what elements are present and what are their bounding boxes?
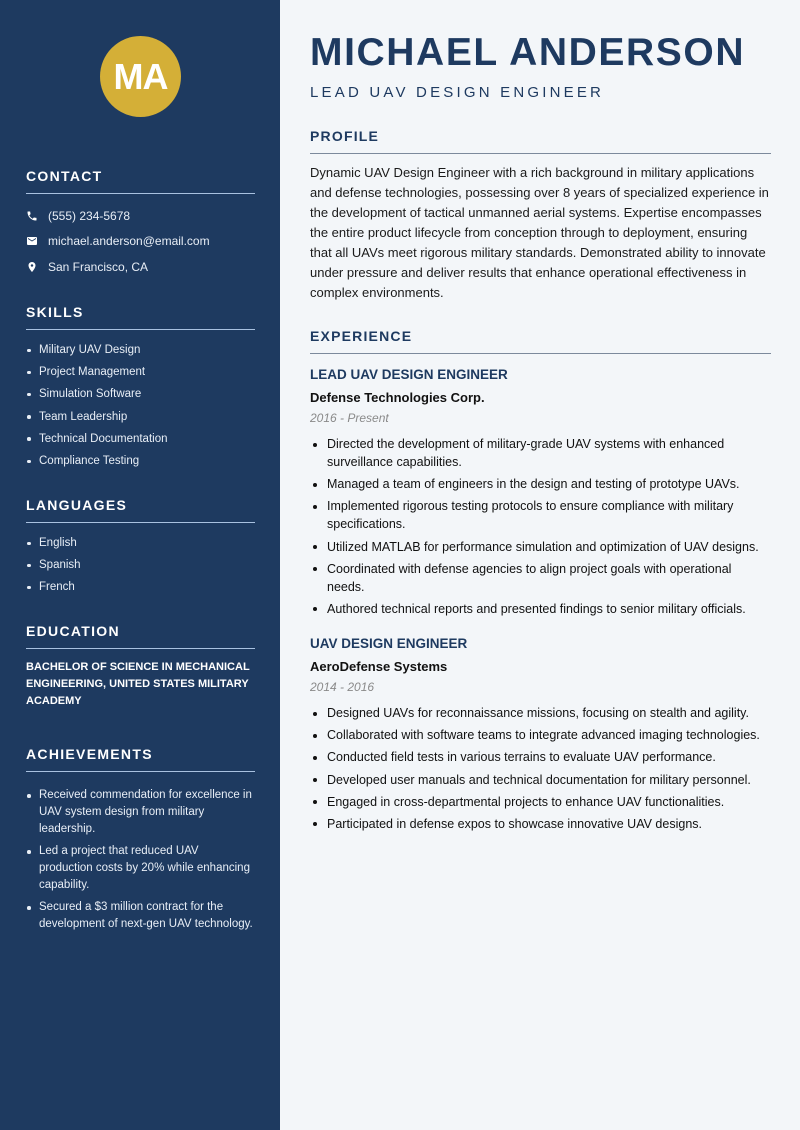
job-bullets [310, 704, 771, 833]
location-pin-icon [26, 261, 48, 273]
job-dates: 2014 - 2016 [310, 680, 375, 694]
achievement-item: Led a project that reduced UAV production costs by 20% while enhancing capability. [26, 843, 255, 894]
job-bullet: Developed user manuals and technical documentation for military personnel. [310, 771, 771, 789]
skills-list [26, 339, 255, 472]
candidate-name: MICHAEL ANDERSON [310, 31, 746, 74]
phone-text: (555) 234-5678 [48, 208, 131, 223]
language-item: French [26, 576, 255, 598]
experience-heading: EXPERIENCE [310, 328, 771, 354]
phone-icon [26, 210, 48, 222]
education-degree: BACHELOR OF SCIENCE IN MECHANICAL ENGINEERING, UNITED STATES MILITARY ACADEMY [26, 661, 250, 707]
job-bullet: Designed UAVs for reconnaissance missions, focusing on stealth and agility. [310, 704, 771, 722]
job-bullet: Collaborated with software teams to integrate advanced imaging technologies. [310, 726, 771, 744]
skills-heading: SKILLS [26, 304, 255, 330]
achievements-section [26, 746, 255, 938]
contact-section [26, 168, 255, 280]
job-bullet: Coordinated with defense agencies to align project goals with operational needs. [310, 560, 771, 596]
contact-list [26, 203, 255, 280]
education-heading: EDUCATION [26, 623, 255, 649]
email-icon [26, 235, 48, 247]
languages-section [26, 497, 255, 599]
language-item: English [26, 532, 255, 554]
candidate-title: LEAD UAV DESIGN ENGINEER [310, 84, 605, 101]
language-item: Spanish [26, 554, 255, 576]
avatar [100, 36, 181, 117]
job-bullet: Implemented rigorous testing protocols to ensure compliance with military specifications. [310, 497, 771, 533]
achievements-list [26, 787, 255, 933]
email-text: michael.anderson@email.com [48, 234, 210, 249]
languages-heading: LANGUAGES [26, 497, 255, 523]
skill-item: Team Leadership [26, 406, 255, 428]
languages-list [26, 532, 255, 599]
job-bullet: Participated in defense expos to showcase innovative UAV designs. [310, 815, 771, 833]
job-bullet: Managed a team of engineers in the design and testing of prototype UAVs. [310, 475, 771, 493]
contact-email [26, 229, 255, 255]
achievement-item: Received commendation for excellence in UAV system design from military leadership. [26, 787, 255, 838]
job-bullet: Authored technical reports and presented findings to senior military officials. [310, 600, 771, 618]
contact-heading: CONTACT [26, 168, 255, 194]
skill-item: Project Management [26, 361, 255, 383]
job-entry [310, 366, 771, 622]
profile-heading: PROFILE [310, 128, 771, 154]
achievement-item: Secured a $3 million contract for the development of next-gen UAV technology. [26, 899, 255, 933]
job-bullets [310, 435, 771, 618]
skill-item: Technical Documentation [26, 428, 255, 450]
job-bullet: Conducted field tests in various terrains to evaluate UAV performance. [310, 748, 771, 766]
job-dates: 2016 - Present [310, 411, 389, 425]
job-bullet: Utilized MATLAB for performance simulation and optimization of UAV designs. [310, 538, 771, 556]
sidebar [0, 0, 280, 1130]
contact-phone [26, 203, 255, 229]
contact-location [26, 254, 255, 280]
profile-text: Dynamic UAV Design Engineer with a rich background in military applications and defense technologies, possessing over 8 years of specialized experience in the development of tactical unmanned aerial systems. Expertise encompasses the entire product lifecycle from conception through to deployment, ensuring that all UAVs meet rigorous military standards. Demonstrated ability to innovate under pressure and deliver results that enhance operational effectiveness in complex environments. [310, 165, 769, 300]
job-bullet: Directed the development of military-grade UAV systems with enhanced surveillance capabilities. [310, 435, 771, 471]
skill-item: Simulation Software [26, 383, 255, 405]
skill-item: Military UAV Design [26, 339, 255, 361]
job-entry [310, 635, 771, 837]
location-text: San Francisco, CA [48, 259, 149, 274]
skills-section [26, 304, 255, 472]
job-title: UAV DESIGN ENGINEER [310, 636, 468, 651]
job-company: Defense Technologies Corp. [310, 390, 485, 405]
job-bullet: Engaged in cross-departmental projects to enhance UAV functionalities. [310, 793, 771, 811]
job-company: AeroDefense Systems [310, 659, 448, 674]
avatar-initials: MA [113, 55, 168, 97]
education-section [26, 623, 255, 710]
job-title: LEAD UAV DESIGN ENGINEER [310, 367, 508, 382]
skill-item: Compliance Testing [26, 450, 255, 472]
achievements-heading: ACHIEVEMENTS [26, 746, 255, 772]
